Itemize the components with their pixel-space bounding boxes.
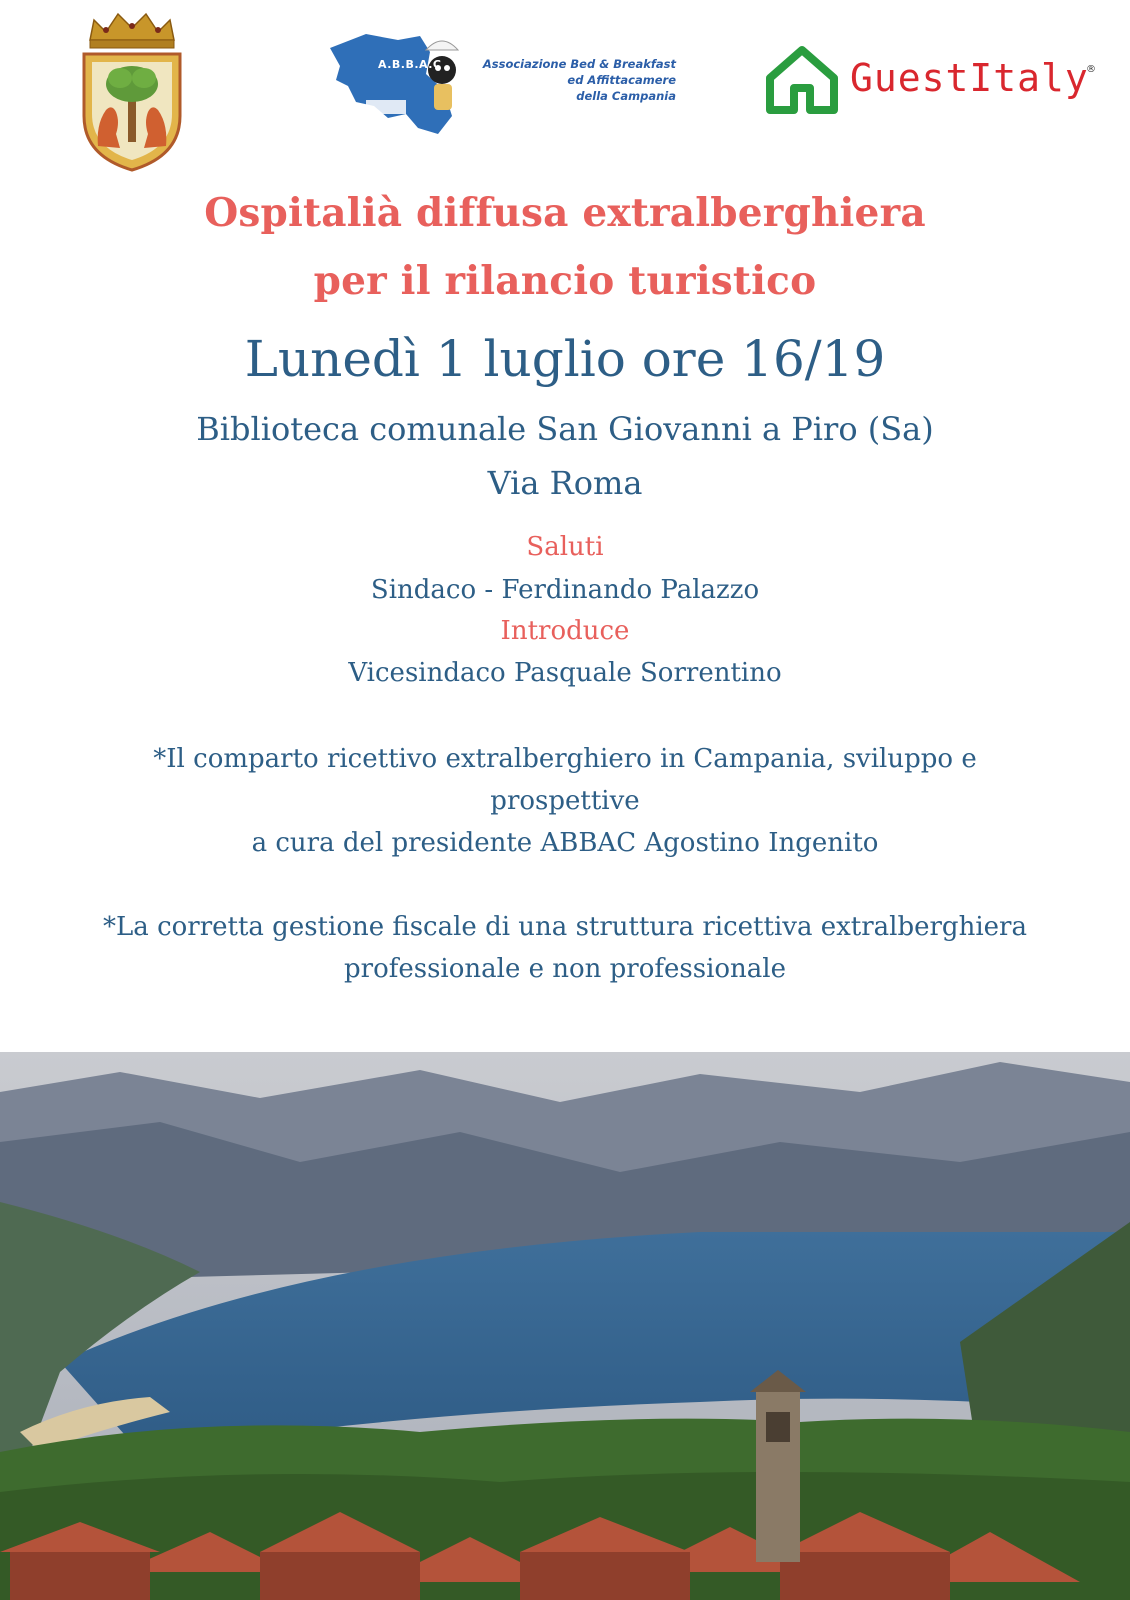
landscape-photo	[0, 1052, 1130, 1600]
registered-mark: ®	[1086, 64, 1096, 75]
introduce-person: Vicesindaco Pasquale Sorrentino	[348, 658, 782, 688]
abbac-name: Associazione Bed & Breakfast ed Affittacamere della Campania	[482, 57, 676, 103]
venue-name: Biblioteca comunale San Giovanni a Piro (Sa)	[196, 410, 934, 448]
saluti-label: Saluti	[526, 532, 604, 562]
topic-1-line-2: prospettive	[490, 786, 640, 816]
abbac-acronym: A.B.B.A.C	[378, 58, 442, 71]
abbac-logo	[326, 30, 686, 140]
saluti-person: Sindaco - Ferdinando Palazzo	[370, 575, 760, 605]
event-date: Lunedì 1 luglio ore 16/19	[244, 330, 886, 388]
house-icon	[762, 44, 842, 116]
campania-map-icon	[326, 30, 466, 140]
headline-line-1: Ospitalià diffusa extralberghiera	[204, 190, 926, 236]
topic-1-line-1: *Il comparto ricettivo extralberghiero in Campania, sviluppo e	[153, 744, 977, 774]
headline-line-2: per il rilancio turistico	[313, 258, 817, 304]
logo-header	[0, 0, 1130, 180]
guestitaly-wordmark: GuestItaly	[850, 56, 1089, 100]
topic-1-line-3: a cura del presidente ABBAC Agostino Ingenito	[251, 828, 879, 858]
topic-2-line-1: *La corretta gestione fiscale di una struttura ricettiva extralberghiera	[103, 912, 1027, 942]
topic-2-line-2: professionale e non professionale	[344, 954, 786, 984]
venue-address: Via Roma	[487, 464, 643, 502]
introduce-label: Introduce	[500, 616, 630, 646]
municipal-crest-logo	[76, 6, 188, 174]
guestitaly-logo	[762, 40, 1102, 120]
